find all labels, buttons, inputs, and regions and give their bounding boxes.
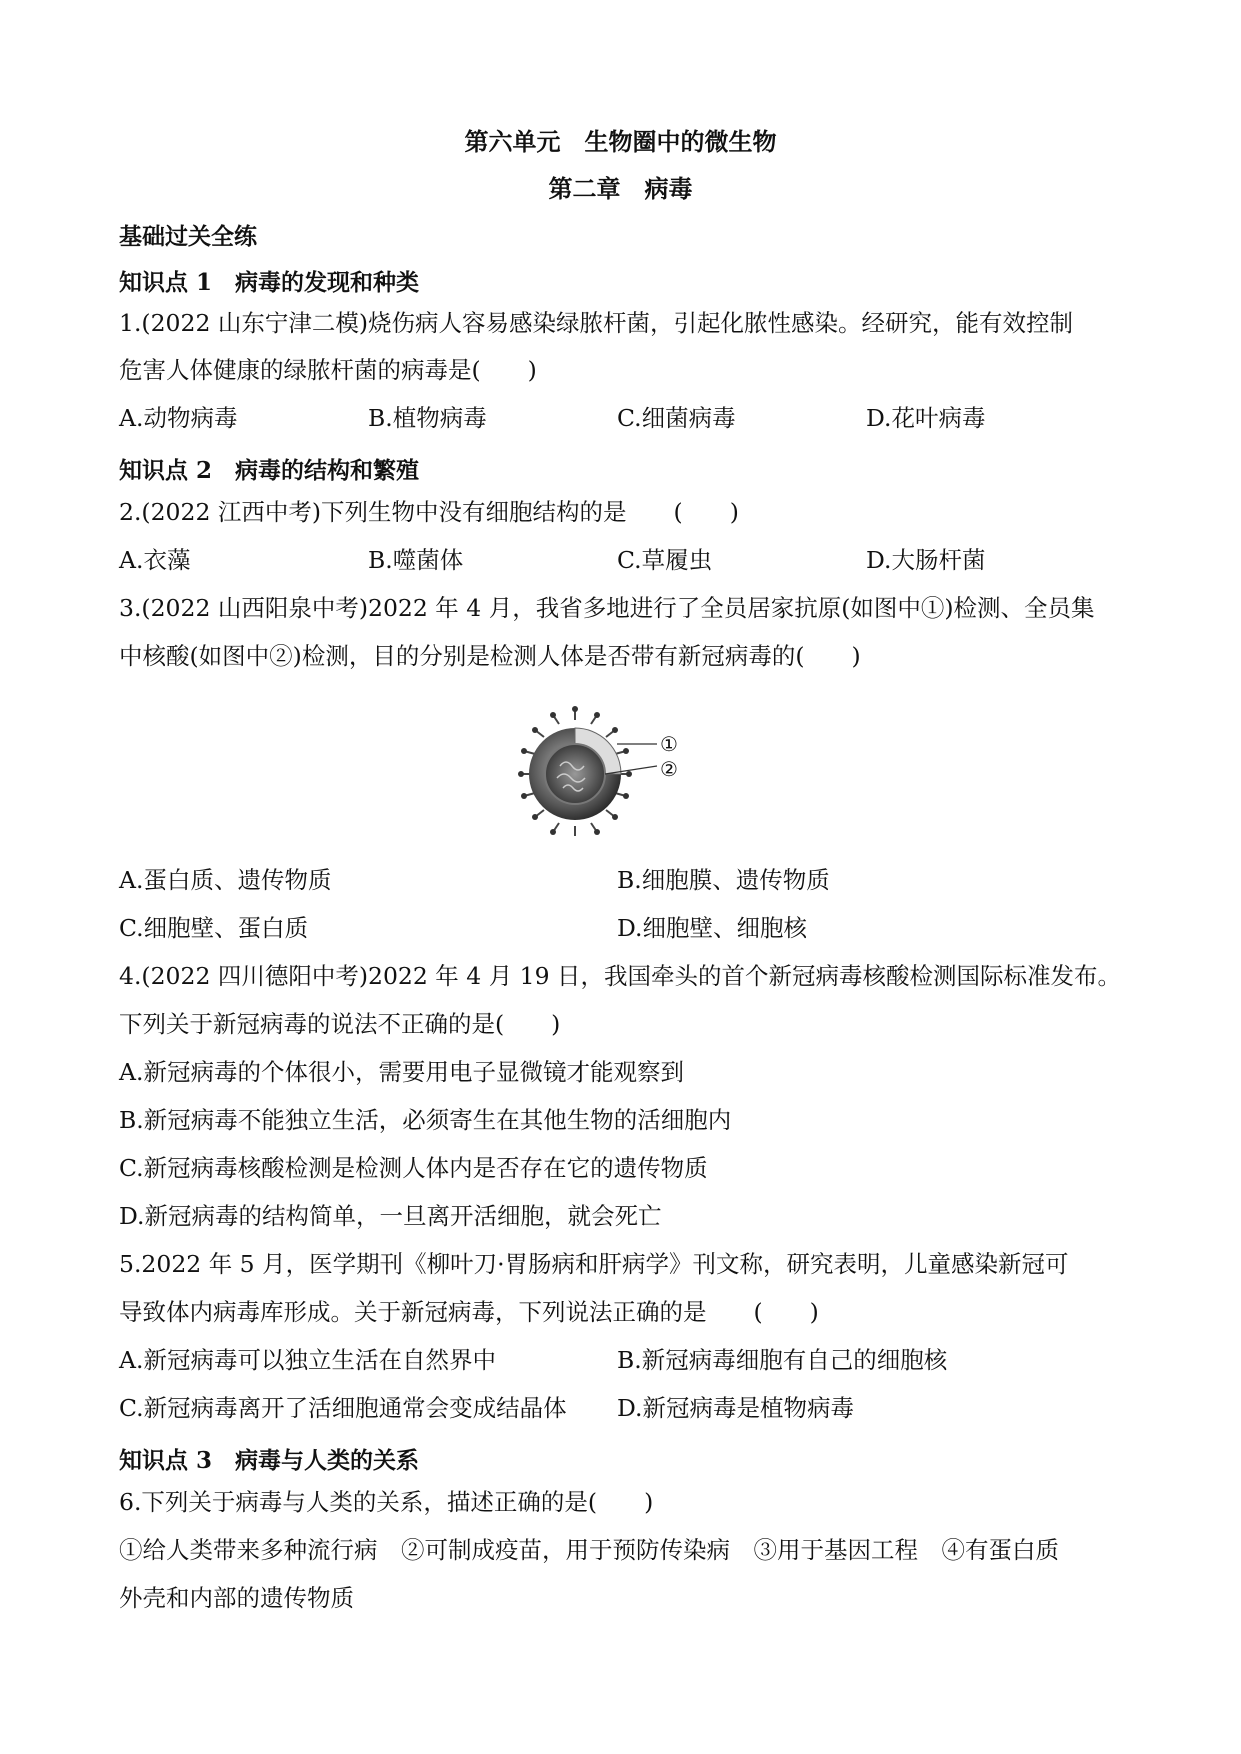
- q1-line-2: 危害人体健康的绿脓杆菌的病毒是( ): [119, 356, 537, 384]
- q5-line-2: 导致体内病毒库形成。关于新冠病毒，下列说法正确的是 ( ): [119, 1298, 819, 1326]
- virus-figure: [505, 706, 725, 836]
- virus-illustration: [505, 706, 725, 836]
- q2-option-a: A.衣藻: [119, 546, 191, 574]
- q1-option-d: D.花叶病毒: [866, 404, 986, 432]
- q4-option-d: D.新冠病毒的结构简单，一旦离开活细胞，就会死亡: [119, 1202, 662, 1230]
- virus-core: [545, 744, 605, 804]
- q4-line-1: 4.(2022 四川德阳中考)2022 年 4 月 19 日，我国牵头的首个新冠病毒核酸检测国际标准发布。: [119, 962, 1122, 990]
- q5-option-d: D.新冠病毒是植物病毒: [617, 1394, 854, 1422]
- knowledge-point-1: 知识点 1 病毒的发现和种类: [119, 269, 420, 296]
- unit-title: 第六单元 生物圈中的微生物: [464, 127, 777, 156]
- q3-option-a: A.蛋白质、遗传物质: [119, 866, 332, 894]
- q3-option-b: B.细胞膜、遗传物质: [617, 866, 830, 894]
- q5-line-1: 5.2022 年 5 月，医学期刊《柳叶刀·胃肠病和肝病学》刊文称，研究表明，儿童感染新冠可: [119, 1250, 1069, 1278]
- figure-label-1: ①: [660, 732, 678, 756]
- q5-option-b: B.新冠病毒细胞有自己的细胞核: [617, 1346, 948, 1374]
- q6-line-3: 外壳和内部的遗传物质: [119, 1584, 354, 1612]
- q1-option-c: C.细菌病毒: [617, 404, 736, 432]
- q3-line-2: 中核酸(如图中②)检测，目的分别是检测人体是否带有新冠病毒的( ): [119, 642, 861, 670]
- q1-option-b: B.植物病毒: [368, 404, 487, 432]
- q3-line-1: 3.(2022 山西阳泉中考)2022 年 4 月，我省多地进行了全员居家抗原(如图中①)检测、全员集: [119, 594, 1095, 622]
- chapter-title: 第二章 病毒: [548, 174, 693, 203]
- q2-option-c: C.草履虫: [617, 546, 713, 574]
- q3-option-c: C.细胞壁、蛋白质: [119, 914, 309, 942]
- q5-option-c: C.新冠病毒离开了活细胞通常会变成结晶体: [119, 1394, 567, 1422]
- q1-line-1: 1.(2022 山东宁津二模)烧伤病人容易感染绿脓杆菌，引起化脓性感染。经研究，能有效控制: [119, 309, 1074, 337]
- q5-option-a: A.新冠病毒可以独立生活在自然界中: [119, 1346, 496, 1374]
- knowledge-point-3: 知识点 3 病毒与人类的关系: [119, 1447, 420, 1474]
- q4-line-2: 下列关于新冠病毒的说法不正确的是( ): [119, 1010, 561, 1038]
- q4-option-c: C.新冠病毒核酸检测是检测人体内是否存在它的遗传物质: [119, 1154, 708, 1182]
- q4-option-a: A.新冠病毒的个体很小，需要用电子显微镜才能观察到: [119, 1058, 684, 1086]
- q6-line-1: 6.下列关于病毒与人类的关系，描述正确的是( ): [119, 1488, 654, 1516]
- section-heading: 基础过关全练: [119, 223, 257, 250]
- q2-option-d: D.大肠杆菌: [866, 546, 986, 574]
- q6-line-2: ①给人类带来多种流行病 ②可制成疫苗，用于预防传染病 ③用于基因工程 ④有蛋白质: [119, 1536, 1059, 1564]
- q3-option-d: D.细胞壁、细胞核: [617, 914, 807, 942]
- q2-option-b: B.噬菌体: [368, 546, 464, 574]
- q4-option-b: B.新冠病毒不能独立生活，必须寄生在其他生物的活细胞内: [119, 1106, 732, 1134]
- knowledge-point-2: 知识点 2 病毒的结构和繁殖: [119, 457, 420, 484]
- q1-option-a: A.动物病毒: [119, 404, 238, 432]
- q2-line-1: 2.(2022 江西中考)下列生物中没有细胞结构的是 ( ): [119, 498, 739, 526]
- figure-label-2: ②: [660, 757, 678, 781]
